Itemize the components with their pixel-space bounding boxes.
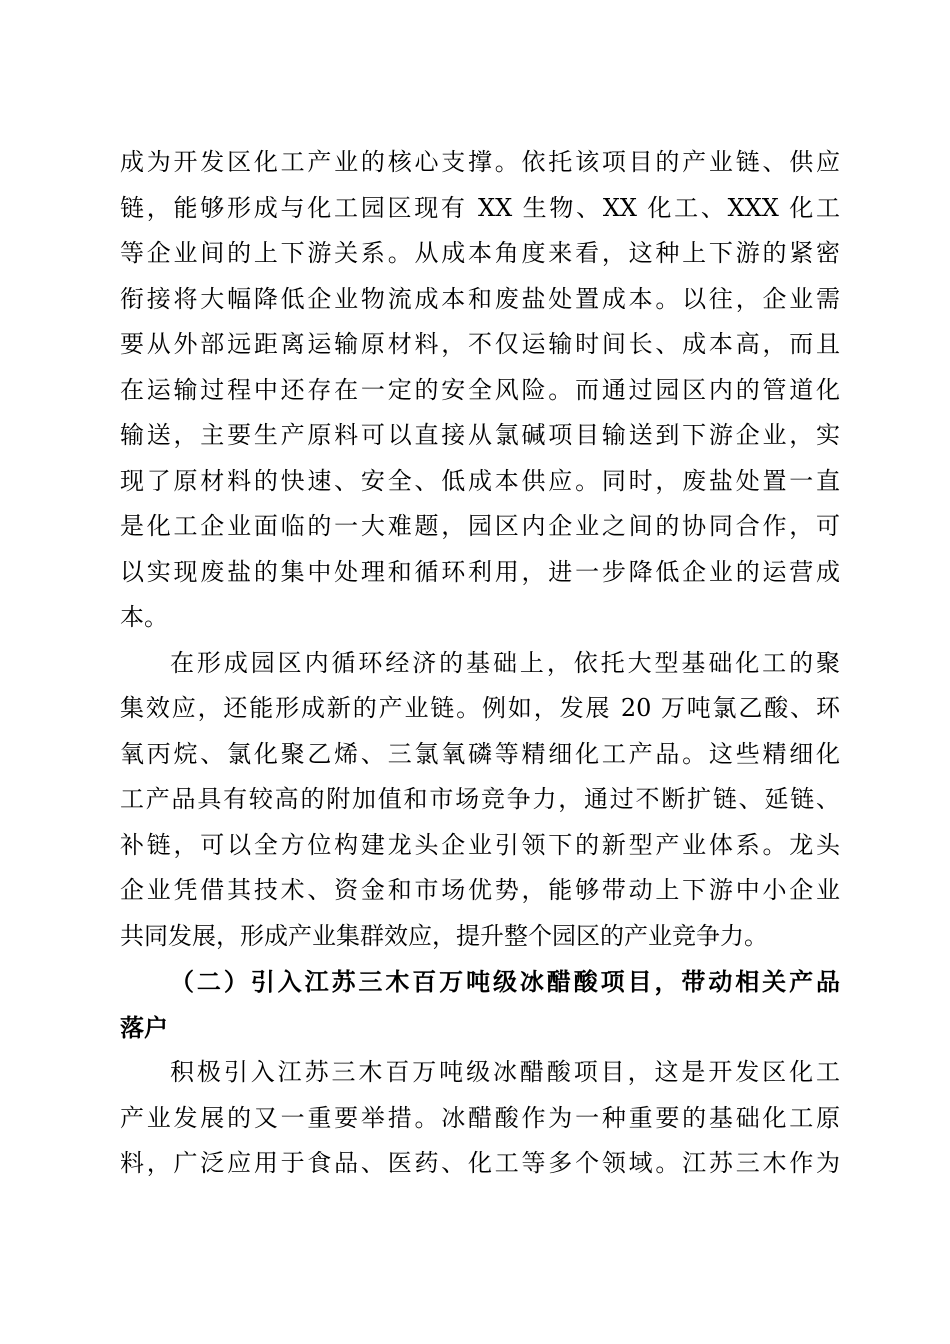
- text-line: 是化工企业面临的一大难题，园区内企业之间的协同合作，可: [120, 512, 840, 540]
- text-line: 要从外部远距离运输原材料，不仅运输时间长、成本高，而且: [120, 330, 840, 358]
- text-line: 工产品具有较高的附加值和市场竞争力，通过不断扩链、延链、: [120, 785, 840, 813]
- text-line: 补链，可以全方位构建龙头企业引领下的新型产业体系。龙头: [120, 830, 840, 859]
- text-line: 在运输过程中还存在一定的安全风险。而通过园区内的管道化: [120, 375, 840, 404]
- paragraph-acetic-acid: [120, 1050, 840, 1187]
- section-heading: [120, 959, 840, 1050]
- text-line: 积极引入江苏三木百万吨级冰醋酸项目，这是开发区化工: [170, 1058, 840, 1086]
- text-line: 成为开发区化工产业的核心支撑。依托该项目的产业链、供应: [120, 148, 840, 176]
- text-line: 现了原材料的快速、安全、低成本供应。同时，废盐处置一直: [120, 466, 840, 495]
- text-line: 料，广泛应用于食品、医药、化工等多个领域。江苏三木作为: [120, 1149, 840, 1177]
- text-line: 等企业间的上下游关系。从成本角度来看，这种上下游的紧密: [120, 239, 840, 267]
- text-line: 集效应，还能形成新的产业链。例如，发展 20 万吨氯乙酸、环: [120, 694, 840, 722]
- text-line: 以实现废盐的集中处理和循环利用，进一步降低企业的运营成: [120, 557, 840, 586]
- text-line: 企业凭借其技术、资金和市场优势，能够带动上下游中小企业: [120, 876, 840, 904]
- text-line: 衔接将大幅降低企业物流成本和废盐处置成本。以往，企业需: [120, 284, 840, 313]
- text-line: 氧丙烷、氯化聚乙烯、三氯氧磷等精细化工产品。这些精细化: [120, 739, 840, 768]
- heading-line: （二）引入江苏三木百万吨级冰醋酸项目，带动相关产品: [170, 967, 840, 996]
- text-line: 产业发展的又一重要举措。冰醋酸作为一种重要的基础化工原: [120, 1103, 840, 1132]
- text-line: 在形成园区内循环经济的基础上，依托大型基础化工的聚: [170, 648, 840, 677]
- heading-line: 落户: [120, 1012, 168, 1042]
- text-line: 输送，主要生产原料可以直接从氯碱项目输送到下游企业，实: [120, 421, 840, 449]
- paragraph-continuation: [120, 140, 840, 641]
- text-line: 本。: [120, 603, 168, 631]
- paragraph-industry-chain: [120, 641, 840, 960]
- text-line: 共同发展，形成产业集群效应，提升整个园区的产业竞争力。: [120, 921, 768, 950]
- text-line: 链，能够形成与化工园区现有 XX 生物、XX 化工、XXX 化工: [120, 193, 840, 222]
- document-body: [120, 140, 840, 1187]
